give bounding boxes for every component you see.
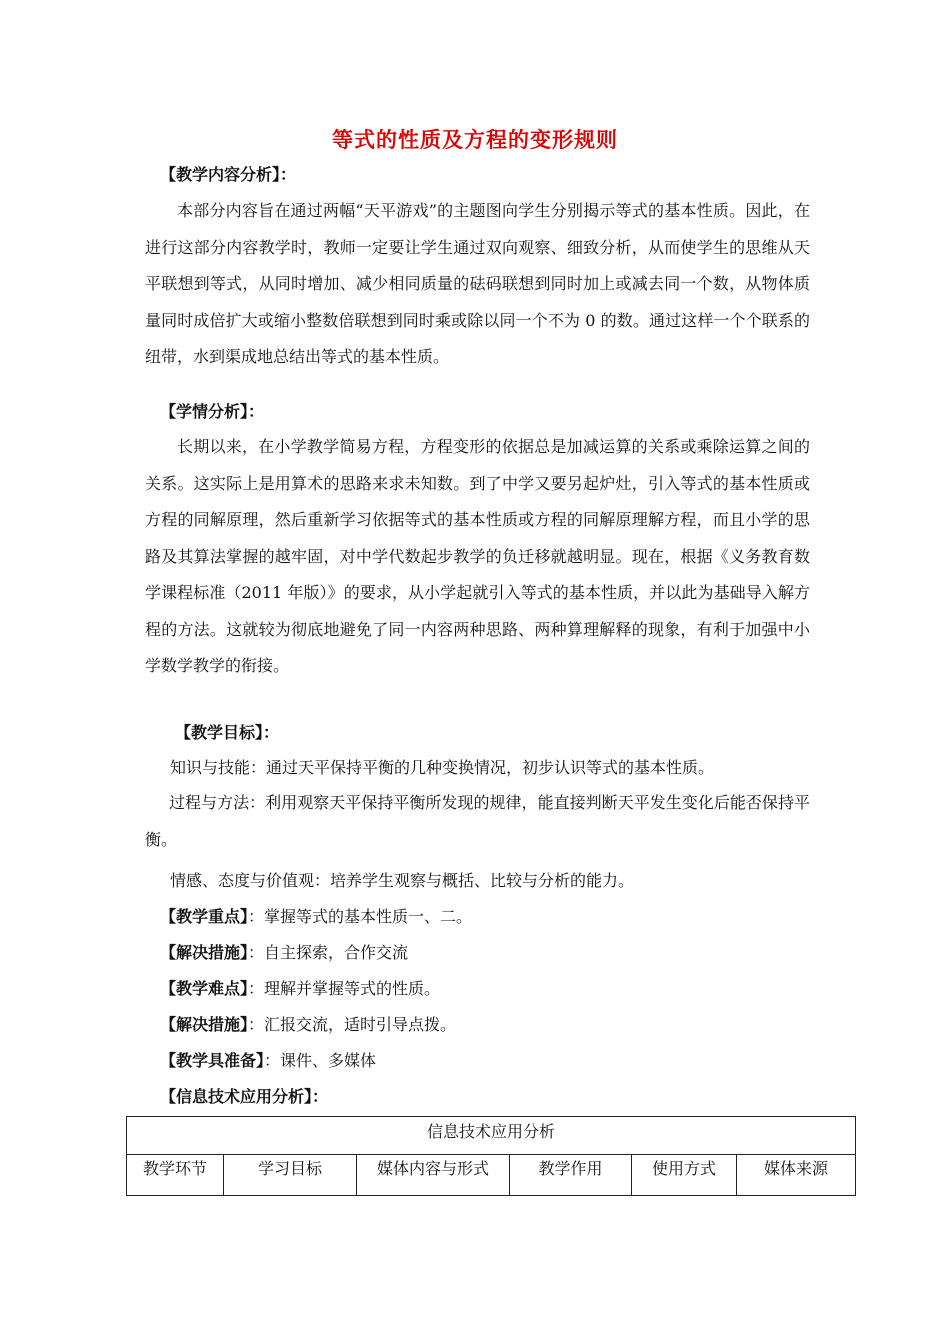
difficulty-measure-label: 【解决措施】	[160, 1015, 249, 1034]
key-point-label: 【教学重点】	[160, 907, 249, 926]
difficulty-line	[160, 976, 440, 999]
page-title: 等式的性质及方程的变形规则	[332, 127, 618, 152]
table-header-cell: 学习目标	[224, 1155, 357, 1196]
goal-process: 过程与方法：利用观察天平保持平衡所发现的规律，能直接判断天平发生变化后能否保持平衡。	[145, 793, 810, 849]
table-header-row	[127, 1155, 856, 1196]
key-measure-line	[160, 940, 408, 963]
content-analysis-text: 本部分内容旨在通过两幅“天平游戏”的主题图向学生分别揭示等式的基本性质。因此，在进行这部分内容教学时，教师一定要让学生通过双向观察、细致分析，从而使学生的思维从天平联想到等式，从同时增加、减少相同质量的砝码联想到同时加上或减去同一个数，从物体质量同时成倍扩大或缩小整数倍联想到同时乘或除以同一个不为 0 的数。通过这样一个个联系的纽带，水到渠成地总结出等式的基本性质。	[145, 201, 810, 366]
student-analysis-text: 长期以来，在小学教学简易方程，方程变形的依据总是加减运算的关系或乘除运算之间的关系。这实际上是用算术的思路来求未知数。到了中学又要另起炉灶，引入等式的基本性质或方程的同解原理，然后重新学习依据等式的基本性质或方程的同解原理解方程，而且小学的思路及其算法掌握的越牢固，对中学代数起步教学的负迁移就越明显。现在，根据《义务教育数学课程标准（2011 年版）》的要求，从小学起就引入等式的基本性质，并以此为基础导入解方程的方法。这就较为彻底地避免了同一内容两种思路、两种算理解释的现象，有利于加强中小学数学教学的衔接。	[145, 437, 810, 675]
table-header-cell: 媒体来源	[737, 1155, 856, 1196]
goal-knowledge: 知识与技能：通过天平保持平衡的几种变换情况，初步认识等式的基本性质。	[170, 758, 715, 777]
goal-emotion: 情感、态度与价值观：培养学生观察与概括、比较与分析的能力。	[170, 871, 635, 890]
difficulty-text: ：理解并掌握等式的性质。	[248, 979, 441, 998]
content-analysis-heading: 【教学内容分析】：	[160, 165, 297, 184]
student-analysis-heading: 【学情分析】：	[160, 402, 265, 421]
key-measure-label: 【解决措施】	[160, 943, 249, 962]
teaching-goals-heading: 【教学目标】：	[175, 723, 280, 742]
it-analysis-heading: 【信息技术应用分析】：	[160, 1087, 329, 1106]
tools-line	[160, 1048, 376, 1071]
tools-label: 【教学具准备】	[160, 1051, 265, 1070]
table-header-cell: 教学环节	[127, 1155, 224, 1196]
key-measure-text: ：自主探索，合作交流	[248, 943, 409, 962]
difficulty-measure-text: ：汇报交流，适时引导点拨。	[248, 1015, 457, 1034]
difficulty-measure-line	[160, 1012, 456, 1035]
tools-text: ：课件、多媒体	[264, 1051, 377, 1070]
it-analysis-table	[126, 1116, 856, 1196]
key-point-text: ：掌握等式的基本性质一、二。	[248, 907, 473, 926]
difficulty-label: 【教学难点】	[160, 979, 249, 998]
key-point-line	[160, 904, 472, 927]
table-header-cell: 教学作用	[510, 1155, 632, 1196]
table-header-cell: 使用方式	[632, 1155, 737, 1196]
table-caption: 信息技术应用分析	[127, 1117, 856, 1155]
table-header-cell: 媒体内容与形式	[357, 1155, 510, 1196]
